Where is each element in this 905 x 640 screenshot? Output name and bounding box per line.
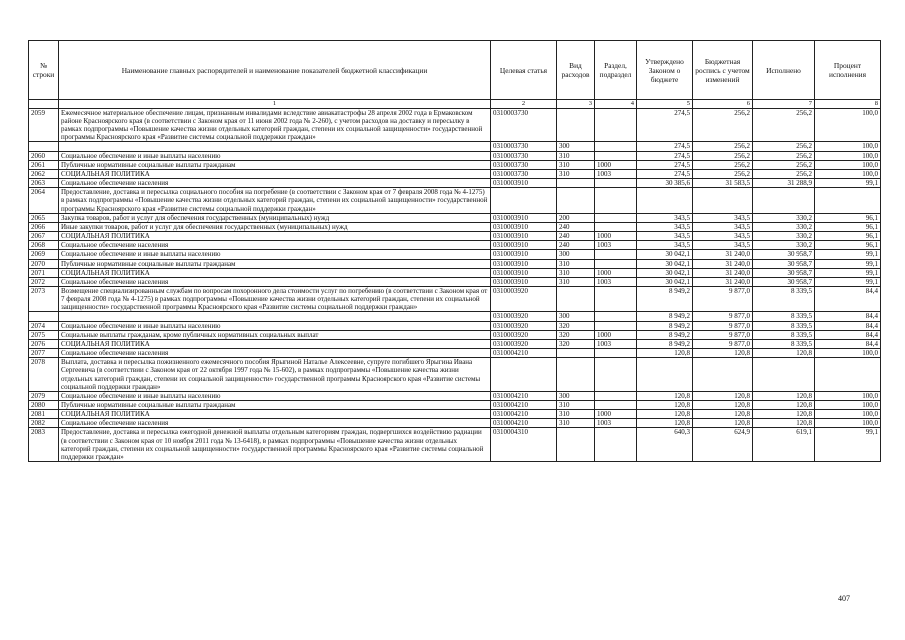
section-cell	[595, 151, 637, 160]
budget-schedule-cell: 343,5	[693, 222, 753, 231]
row-number-cell: 2060	[29, 151, 59, 160]
table-row	[29, 339, 881, 348]
item-name-cell: Социальное обеспечение населения	[59, 241, 491, 250]
executed-cell: 8 339,5	[753, 339, 815, 348]
budget-schedule-cell: 120,8	[693, 400, 753, 409]
expense-kind-cell: 310	[557, 268, 595, 277]
section-cell	[595, 188, 637, 213]
executed-cell: 619,1	[753, 428, 815, 461]
row-number-cell: 2064	[29, 188, 59, 213]
table-row	[29, 169, 881, 178]
percent-cell: 100,0	[815, 169, 881, 178]
item-name-cell: СОЦИАЛЬНАЯ ПОЛИТИКА	[59, 169, 491, 178]
expense-kind-cell: 310	[557, 169, 595, 178]
approved-cell: 274,5	[637, 169, 693, 178]
table-row	[29, 312, 881, 321]
target-article-cell: 0310003920	[491, 339, 557, 348]
table-row	[29, 419, 881, 428]
approved-cell: 120,8	[637, 400, 693, 409]
expense-kind-cell	[557, 428, 595, 461]
budget-schedule-cell: 9 877,0	[693, 321, 753, 330]
executed-cell: 256,2	[753, 169, 815, 178]
table-row	[29, 213, 881, 222]
index-cell: 1	[59, 100, 491, 109]
row-number-cell: 2069	[29, 250, 59, 259]
expense-kind-cell: 310	[557, 400, 595, 409]
expense-kind-cell: 310	[557, 419, 595, 428]
approved-cell: 343,5	[637, 241, 693, 250]
table-row	[29, 428, 881, 461]
executed-cell: 330,2	[753, 231, 815, 240]
item-name-cell: Социальное обеспечение населения	[59, 349, 491, 358]
executed-cell: 30 958,7	[753, 259, 815, 268]
row-number-cell: 2082	[29, 419, 59, 428]
approved-cell: 30 042,1	[637, 250, 693, 259]
expense-kind-cell: 310	[557, 160, 595, 169]
percent-cell: 99,1	[815, 277, 881, 286]
expense-kind-cell	[557, 179, 595, 188]
executed-cell: 31 288,9	[753, 179, 815, 188]
executed-cell: 256,2	[753, 109, 815, 142]
target-article-cell: 0310003730	[491, 151, 557, 160]
percent-cell: 100,0	[815, 349, 881, 358]
item-name-cell: Публичные нормативные социальные выплаты гражданам	[59, 259, 491, 268]
row-number-cell: 2075	[29, 330, 59, 339]
approved-cell: 274,5	[637, 142, 693, 151]
table-row	[29, 142, 881, 151]
executed-cell: 30 958,7	[753, 277, 815, 286]
row-number-cell: 2080	[29, 400, 59, 409]
table-row	[29, 250, 881, 259]
section-cell: 1000	[595, 160, 637, 169]
row-number-cell	[29, 142, 59, 151]
row-number-cell: 2076	[29, 339, 59, 348]
table-row	[29, 277, 881, 286]
row-number-cell: 2059	[29, 109, 59, 142]
target-article-cell: 0310003910	[491, 250, 557, 259]
target-article-cell: 0310003920	[491, 330, 557, 339]
approved-cell: 8 949,2	[637, 321, 693, 330]
row-number-cell: 2065	[29, 213, 59, 222]
percent-cell: 100,0	[815, 142, 881, 151]
item-name-cell: Возмещение специализированным службам по вопросам похоронного дела стоимости услуг по погребению (в соответствии с Законом края от 7 февраля 2008 года № 4-1275) в рамках подпрограммы «Повышение качества жизни отдельных категорий граждан, степени их социальной защищенности» государственной программы Красноярского края «Развитие системы социальной поддержки граждан»	[59, 287, 491, 312]
budget-schedule-cell: 31 583,5	[693, 179, 753, 188]
budget-table-sheet	[28, 40, 880, 462]
approved-cell: 8 949,2	[637, 312, 693, 321]
item-name-cell: Социальные выплаты гражданам, кроме публичных нормативных социальных выплат	[59, 330, 491, 339]
percent-cell: 100,0	[815, 400, 881, 409]
section-cell	[595, 428, 637, 461]
target-article-cell: 0310003920	[491, 321, 557, 330]
item-name-cell	[59, 142, 491, 151]
row-number-cell: 2078	[29, 358, 59, 391]
budget-schedule-cell: 624,9	[693, 428, 753, 461]
executed-cell: 330,2	[753, 241, 815, 250]
section-cell	[595, 259, 637, 268]
percent-cell: 96,1	[815, 241, 881, 250]
approved-cell: 8 949,2	[637, 287, 693, 312]
budget-schedule-cell: 9 877,0	[693, 287, 753, 312]
item-name-cell: Социальное обеспечение и иные выплаты населению	[59, 250, 491, 259]
table-row	[29, 160, 881, 169]
approved-cell: 120,8	[637, 410, 693, 419]
target-article-cell: 0310003910	[491, 241, 557, 250]
row-number-cell: 2063	[29, 179, 59, 188]
index-cell: 4	[595, 100, 637, 109]
percent-cell: 99,1	[815, 179, 881, 188]
index-cell	[29, 100, 59, 109]
item-name-cell: Социальное обеспечение и иные выплаты населению	[59, 151, 491, 160]
target-article-cell: 0310003730	[491, 160, 557, 169]
item-name-cell: СОЦИАЛЬНАЯ ПОЛИТИКА	[59, 231, 491, 240]
index-cell: 6	[693, 100, 753, 109]
header-percent: Процент исполнения	[815, 41, 881, 100]
budget-schedule-cell: 343,5	[693, 241, 753, 250]
percent-cell	[815, 188, 881, 213]
target-article-cell: 0310003910	[491, 222, 557, 231]
approved-cell: 274,5	[637, 160, 693, 169]
table-row	[29, 410, 881, 419]
table-row	[29, 358, 881, 391]
header-target-article: Целевая статья	[491, 41, 557, 100]
executed-cell: 8 339,5	[753, 330, 815, 339]
target-article-cell	[491, 188, 557, 213]
expense-kind-cell: 320	[557, 330, 595, 339]
expense-kind-cell: 310	[557, 151, 595, 160]
executed-cell: 256,2	[753, 142, 815, 151]
percent-cell: 96,1	[815, 231, 881, 240]
item-name-cell: Предоставление, доставка и пересылка социального пособия на погребение (в соответствии с Законом края от 7 февраля 2008 года № 4-1275) в рамках подпрограммы «Повышение качества жизни отдельных категорий граждан, степени их социальной защищенности» государственной программы Красноярского края «Развитие системы социальной поддержки граждан»	[59, 188, 491, 213]
section-cell	[595, 391, 637, 400]
section-cell	[595, 287, 637, 312]
section-cell: 1003	[595, 241, 637, 250]
item-name-cell: Социальное обеспечение и иные выплаты населению	[59, 321, 491, 330]
table-row	[29, 349, 881, 358]
budget-schedule-cell: 343,5	[693, 213, 753, 222]
item-name-cell: Публичные нормативные социальные выплаты гражданам	[59, 160, 491, 169]
expense-kind-cell: 240	[557, 241, 595, 250]
section-cell	[595, 312, 637, 321]
executed-cell: 8 339,5	[753, 287, 815, 312]
item-name-cell: Выплата, доставка и пересылка пожизненного ежемесячного пособия Ярыгиной Наталье Алексеевне, супруге погибшего Ярыгина Ивана Сергеевича (в соответствии с Законом края от 22 октября 1997 года № 15-602), в рамках подпрограммы «Повышение качества жизни отдельных категорий граждан, степени их социальной защищенности» государственной программы Красноярского края «Развитие системы социальной поддержки граждан»	[59, 358, 491, 391]
row-number-cell: 2072	[29, 277, 59, 286]
table-row	[29, 287, 881, 312]
target-article-cell: 0310004210	[491, 400, 557, 409]
row-number-cell: 2071	[29, 268, 59, 277]
section-cell: 1003	[595, 339, 637, 348]
section-cell	[595, 109, 637, 142]
table-row	[29, 241, 881, 250]
approved-cell	[637, 358, 693, 391]
header-expense-kind: Вид расходов	[557, 41, 595, 100]
percent-cell: 96,1	[815, 222, 881, 231]
expense-kind-cell	[557, 188, 595, 213]
expense-kind-cell: 300	[557, 250, 595, 259]
item-name-cell: Социальное обеспечение и иные выплаты населению	[59, 391, 491, 400]
target-article-cell: 0310003730	[491, 169, 557, 178]
table-row	[29, 151, 881, 160]
percent-cell	[815, 358, 881, 391]
budget-schedule-cell: 120,8	[693, 349, 753, 358]
section-cell: 1000	[595, 330, 637, 339]
section-cell: 1003	[595, 169, 637, 178]
expense-kind-cell: 320	[557, 339, 595, 348]
percent-cell: 84,4	[815, 330, 881, 339]
table-row	[29, 109, 881, 142]
expense-kind-cell: 240	[557, 222, 595, 231]
approved-cell: 30 042,1	[637, 277, 693, 286]
section-cell	[595, 222, 637, 231]
expense-kind-cell	[557, 349, 595, 358]
expense-kind-cell: 310	[557, 277, 595, 286]
target-article-cell	[491, 358, 557, 391]
percent-cell: 100,0	[815, 391, 881, 400]
target-article-cell: 0310003920	[491, 312, 557, 321]
expense-kind-cell: 300	[557, 312, 595, 321]
target-article-cell: 0310003910	[491, 259, 557, 268]
index-cell: 8	[815, 100, 881, 109]
expense-kind-cell	[557, 109, 595, 142]
table-row	[29, 179, 881, 188]
percent-cell: 100,0	[815, 410, 881, 419]
row-number-cell: 2083	[29, 428, 59, 461]
table-row	[29, 222, 881, 231]
expense-kind-cell: 310	[557, 259, 595, 268]
executed-cell: 330,2	[753, 222, 815, 231]
approved-cell: 343,5	[637, 222, 693, 231]
executed-cell: 30 958,7	[753, 268, 815, 277]
executed-cell: 120,8	[753, 391, 815, 400]
percent-cell: 99,1	[815, 250, 881, 259]
table-row	[29, 268, 881, 277]
target-article-cell: 0310003910	[491, 268, 557, 277]
expense-kind-cell: 310	[557, 410, 595, 419]
target-article-cell: 0310004310	[491, 428, 557, 461]
target-article-cell: 0310004210	[491, 410, 557, 419]
index-cell: 5	[637, 100, 693, 109]
percent-cell: 84,4	[815, 312, 881, 321]
row-number-cell: 2068	[29, 241, 59, 250]
budget-schedule-cell: 256,2	[693, 169, 753, 178]
row-number-cell: 2067	[29, 231, 59, 240]
table-row	[29, 391, 881, 400]
budget-schedule-cell: 31 240,0	[693, 277, 753, 286]
approved-cell: 8 949,2	[637, 339, 693, 348]
budget-schedule-cell: 31 240,0	[693, 268, 753, 277]
section-cell	[595, 213, 637, 222]
header-name: Наименование главных распорядителей и наименование показателей бюджетной классификации	[59, 41, 491, 100]
item-name-cell: Социальное обеспечение населения	[59, 179, 491, 188]
table-row	[29, 259, 881, 268]
item-name-cell: Публичные нормативные социальные выплаты гражданам	[59, 400, 491, 409]
approved-cell: 274,5	[637, 151, 693, 160]
row-number-cell: 2066	[29, 222, 59, 231]
target-article-cell: 0310004210	[491, 349, 557, 358]
header-section: Раздел, подраздел	[595, 41, 637, 100]
section-cell	[595, 400, 637, 409]
row-number-cell: 2077	[29, 349, 59, 358]
executed-cell: 120,8	[753, 400, 815, 409]
section-cell	[595, 179, 637, 188]
expense-kind-cell: 240	[557, 231, 595, 240]
executed-cell	[753, 188, 815, 213]
column-index-row	[29, 100, 881, 109]
section-cell: 1000	[595, 268, 637, 277]
expense-kind-cell: 200	[557, 213, 595, 222]
section-cell	[595, 250, 637, 259]
section-cell: 1000	[595, 410, 637, 419]
percent-cell: 100,0	[815, 109, 881, 142]
table-row	[29, 231, 881, 240]
target-article-cell: 0310003920	[491, 287, 557, 312]
target-article-cell: 0310003730	[491, 109, 557, 142]
expense-kind-cell: 300	[557, 142, 595, 151]
executed-cell	[753, 358, 815, 391]
target-article-cell: 0310003730	[491, 142, 557, 151]
executed-cell: 8 339,5	[753, 321, 815, 330]
budget-schedule-cell: 256,2	[693, 109, 753, 142]
header-budget-schedule: Бюджетная роспись с учетом изменений	[693, 41, 753, 100]
index-cell: 3	[557, 100, 595, 109]
approved-cell: 120,8	[637, 391, 693, 400]
section-cell	[595, 349, 637, 358]
target-article-cell: 0310003910	[491, 231, 557, 240]
table-row	[29, 188, 881, 213]
percent-cell: 100,0	[815, 151, 881, 160]
budget-schedule-cell: 9 877,0	[693, 330, 753, 339]
budget-schedule-cell: 31 240,0	[693, 259, 753, 268]
section-cell	[595, 142, 637, 151]
row-number-cell: 2073	[29, 287, 59, 312]
percent-cell: 100,0	[815, 160, 881, 169]
item-name-cell: Закупка товаров, работ и услуг для обеспечения государственных (муниципальных) нужд	[59, 213, 491, 222]
target-article-cell: 0310004210	[491, 391, 557, 400]
executed-cell: 120,8	[753, 349, 815, 358]
executed-cell: 256,2	[753, 151, 815, 160]
budget-schedule-cell: 120,8	[693, 419, 753, 428]
executed-cell: 330,2	[753, 213, 815, 222]
expense-kind-cell	[557, 358, 595, 391]
expense-kind-cell: 320	[557, 321, 595, 330]
index-cell: 7	[753, 100, 815, 109]
expense-kind-cell	[557, 287, 595, 312]
approved-cell: 274,5	[637, 109, 693, 142]
target-article-cell: 0310003910	[491, 277, 557, 286]
header-row-number: № строки	[29, 41, 59, 100]
budget-schedule-cell: 31 240,0	[693, 250, 753, 259]
executed-cell: 120,8	[753, 419, 815, 428]
budget-schedule-cell: 256,2	[693, 160, 753, 169]
budget-execution-table	[28, 40, 881, 462]
page-number: 407	[838, 594, 850, 603]
approved-cell: 343,5	[637, 213, 693, 222]
budget-schedule-cell: 9 877,0	[693, 312, 753, 321]
section-cell: 1003	[595, 419, 637, 428]
budget-schedule-cell: 256,2	[693, 151, 753, 160]
item-name-cell: СОЦИАЛЬНАЯ ПОЛИТИКА	[59, 410, 491, 419]
approved-cell: 343,5	[637, 231, 693, 240]
item-name-cell: Социальное обеспечение населения	[59, 277, 491, 286]
approved-cell: 120,8	[637, 419, 693, 428]
item-name-cell	[59, 312, 491, 321]
approved-cell: 120,8	[637, 349, 693, 358]
row-number-cell: 2074	[29, 321, 59, 330]
item-name-cell: Ежемесячное материальное обеспечение лицам, признанным инвалидами вследствие авиакатастрофы 28 апреля 2002 года в Ермаковском районе Красноярского края (в соответствии с Законом края от 11 июня 2002 года № 2-260), с учетом расходов на доставку и пересылку в рамках подпрограммы «Повышение качества жизни отдельных категорий граждан, степени их социальной защищенности» государственной программы Красноярского края «Развитие системы социальной поддержки граждан»	[59, 109, 491, 142]
percent-cell: 99,1	[815, 259, 881, 268]
section-cell: 1003	[595, 277, 637, 286]
budget-schedule-cell: 120,8	[693, 410, 753, 419]
percent-cell: 84,4	[815, 321, 881, 330]
table-header-row	[29, 41, 881, 100]
percent-cell: 84,4	[815, 287, 881, 312]
table-row	[29, 330, 881, 339]
approved-cell: 30 042,1	[637, 259, 693, 268]
budget-schedule-cell: 9 877,0	[693, 339, 753, 348]
executed-cell: 30 958,7	[753, 250, 815, 259]
header-executed: Исполнено	[753, 41, 815, 100]
expense-kind-cell: 300	[557, 391, 595, 400]
budget-schedule-cell	[693, 188, 753, 213]
row-number-cell: 2062	[29, 169, 59, 178]
approved-cell: 8 949,2	[637, 330, 693, 339]
executed-cell: 120,8	[753, 410, 815, 419]
row-number-cell	[29, 312, 59, 321]
budget-schedule-cell: 256,2	[693, 142, 753, 151]
approved-cell	[637, 188, 693, 213]
index-cell: 2	[491, 100, 557, 109]
approved-cell: 640,3	[637, 428, 693, 461]
budget-schedule-cell	[693, 358, 753, 391]
row-number-cell: 2079	[29, 391, 59, 400]
percent-cell: 96,1	[815, 213, 881, 222]
executed-cell: 8 339,5	[753, 312, 815, 321]
section-cell: 1000	[595, 231, 637, 240]
budget-schedule-cell: 120,8	[693, 391, 753, 400]
section-cell	[595, 358, 637, 391]
executed-cell: 256,2	[753, 160, 815, 169]
row-number-cell: 2070	[29, 259, 59, 268]
percent-cell: 99,1	[815, 268, 881, 277]
target-article-cell: 0310003910	[491, 179, 557, 188]
target-article-cell: 0310003910	[491, 213, 557, 222]
item-name-cell: Иные закупки товаров, работ и услуг для обеспечения государственных (муниципальных) нужд	[59, 222, 491, 231]
table-row	[29, 321, 881, 330]
section-cell	[595, 321, 637, 330]
header-approved: Утверждено Законом о бюджете	[637, 41, 693, 100]
row-number-cell: 2061	[29, 160, 59, 169]
item-name-cell: СОЦИАЛЬНАЯ ПОЛИТИКА	[59, 268, 491, 277]
target-article-cell: 0310004210	[491, 419, 557, 428]
percent-cell: 84,4	[815, 339, 881, 348]
row-number-cell: 2081	[29, 410, 59, 419]
approved-cell: 30 385,6	[637, 179, 693, 188]
percent-cell: 100,0	[815, 419, 881, 428]
approved-cell: 30 042,1	[637, 268, 693, 277]
budget-schedule-cell: 343,5	[693, 231, 753, 240]
item-name-cell: Предоставление, доставка и пересылка ежегодной денежной выплаты отдельным категориям граждан, подвергшихся воздействию радиации (в соответствии с Законом края от 10 ноября 2011 года № 13-6418), в рамках подпрограммы «Повышение качества жизни отдельных категорий граждан, степени их социальной защищенности» государственной программы Красноярского края «Развитие системы социальной поддержки граждан»	[59, 428, 491, 461]
item-name-cell: Социальное обеспечение населения	[59, 419, 491, 428]
item-name-cell: СОЦИАЛЬНАЯ ПОЛИТИКА	[59, 339, 491, 348]
table-row	[29, 400, 881, 409]
percent-cell: 99,1	[815, 428, 881, 461]
